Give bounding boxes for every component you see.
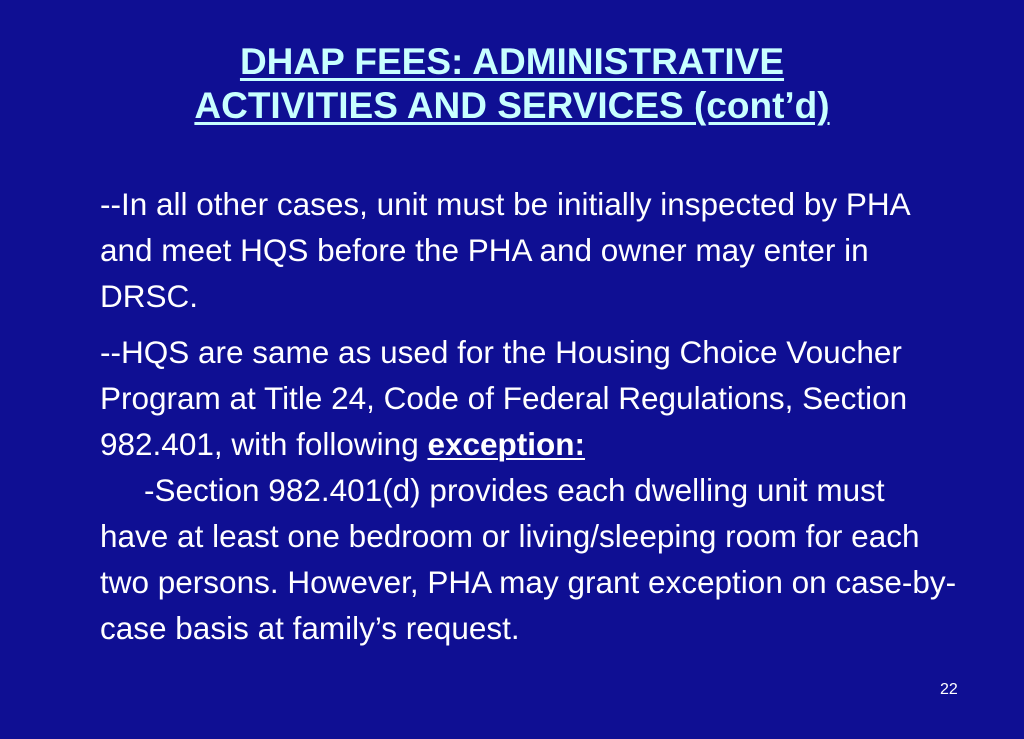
title-line-2: ACTIVITIES AND SERVICES (cont’d): [194, 85, 830, 126]
slide-body: [100, 181, 960, 651]
paragraph-section-982: [100, 467, 960, 651]
slide-title: [60, 40, 964, 128]
title-line-1: DHAP FEES: ADMINISTRATIVE: [239, 41, 785, 82]
page-number: 22: [940, 681, 958, 698]
paragraph-hqs-text: --HQS are same as used for the Housing Choice Voucher Program at Title 24, Code of Federal Regulations, Section 982.401, with following: [100, 334, 908, 462]
paragraph-inspection: [100, 181, 960, 319]
paragraph-inspection-text: --In all other cases, unit must be initially inspected by PHA and meet HQS before the PHA and owner may enter in DRSC.: [100, 186, 909, 314]
exception-label: exception:: [427, 426, 586, 462]
paragraph-section-982-text: -Section 982.401(d) provides each dwelling unit must have at least one bedroom or living/sleeping room for each two persons. However, PHA may grant exception on case-by-case basis at family’s request.: [100, 472, 957, 646]
paragraph-hqs: [100, 329, 960, 467]
